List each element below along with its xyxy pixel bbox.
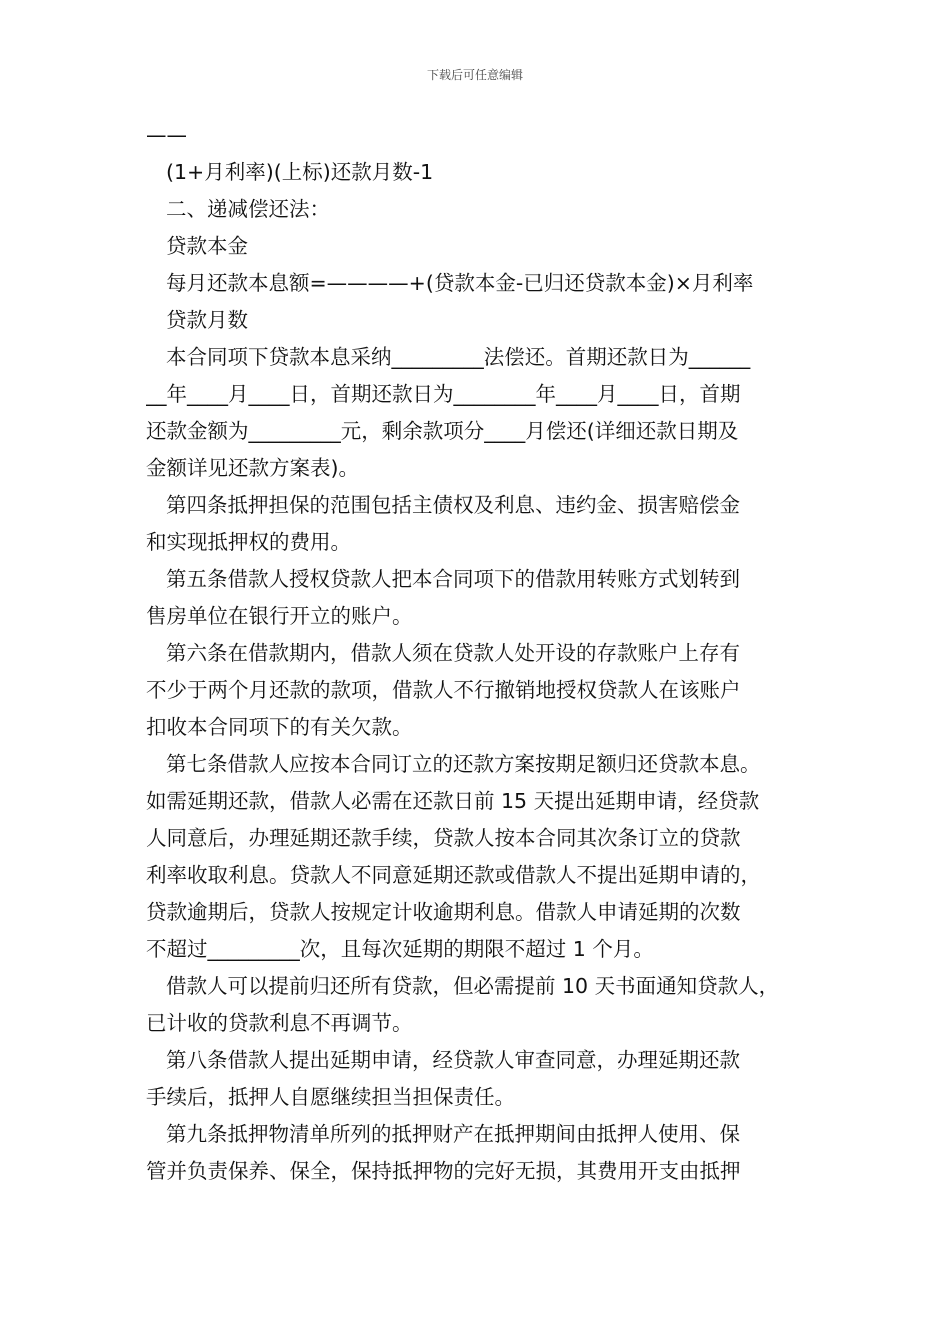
text-line: 管并负责保养、保全，保持抵押物的完好无损，其费用开支由抵押 (146, 1159, 741, 1183)
text-line: 第九条抵押物清单所列的抵押财产在抵押期间由抵押人使用、保 (166, 1122, 740, 1146)
text-line: 第四条抵押担保的范围包括主债权及利息、违约金、损害赔偿金 (166, 493, 740, 517)
text-line: 利率收取利息。贷款人不同意延期还款或借款人不提出延期申请的， (146, 863, 761, 887)
text-line: 如需延期还款，借款人必需在还款日前 15 天提出延期申请，经贷款 (146, 789, 760, 813)
text-line: 和实现抵押权的费用。 (146, 530, 351, 554)
text-line: 贷款月数 (166, 308, 248, 332)
document-body (146, 117, 810, 1190)
text-line: 第六条在借款期内，借款人须在贷款人处开设的存款账户上存有 (166, 641, 740, 665)
text-line: 已计收的贷款利息不再调节。 (146, 1011, 413, 1035)
text-line: 还款金额为_________元，剩余款项分____月偿还(详细还款日期及 (146, 419, 739, 443)
text-line: 贷款逾期后，贷款人按规定计收逾期利息。借款人申请延期的次数 (146, 900, 741, 924)
text-line: 第五条借款人授权贷款人把本合同项下的借款用转账方式划转到 (166, 567, 740, 591)
text-line: 二、递减偿还法： (166, 197, 330, 221)
text-line: 售房单位在银行开立的账户。 (146, 604, 413, 628)
text-line: 本合同项下贷款本息采纳_________法偿还。首期还款日为______ (166, 345, 751, 369)
text-line: —— (146, 123, 187, 147)
page-header: 下载后可任意编辑 (426, 68, 523, 82)
text-line: 贷款本金 (166, 234, 248, 258)
text-line: 每月还款本息额=————+(贷款本金-已归还贷款本金)×月利率 (166, 271, 754, 295)
text-line: 手续后，抵押人自愿继续担当担保责任。 (146, 1085, 515, 1109)
text-line: 金额详见还款方案表)。 (146, 456, 359, 480)
text-line: 第八条借款人提出延期申请，经贷款人审查同意，办理延期还款 (166, 1048, 740, 1072)
text-line: (1+月利率)(上标)还款月数-1 (166, 160, 434, 184)
text-line: 人同意后，办理延期还款手续，贷款人按本合同其次条订立的贷款 (146, 826, 741, 850)
text-line: 借款人可以提前归还所有贷款，但必需提前 10 天书面通知贷款人， (166, 974, 780, 998)
text-line: 第七条借款人应按本合同订立的还款方案按期足额归还贷款本息。 (166, 752, 761, 776)
text-line: __年____月____日，首期还款日为________年____月____日，首期 (146, 382, 741, 406)
text-line: 不超过_________次，且每次延期的期限不超过 1 个月。 (146, 937, 654, 961)
text-line: 扣收本合同项下的有关欠款。 (146, 715, 413, 739)
text-line: 不少于两个月还款的款项，借款人不行撤销地授权贷款人在该账户 (146, 678, 741, 702)
